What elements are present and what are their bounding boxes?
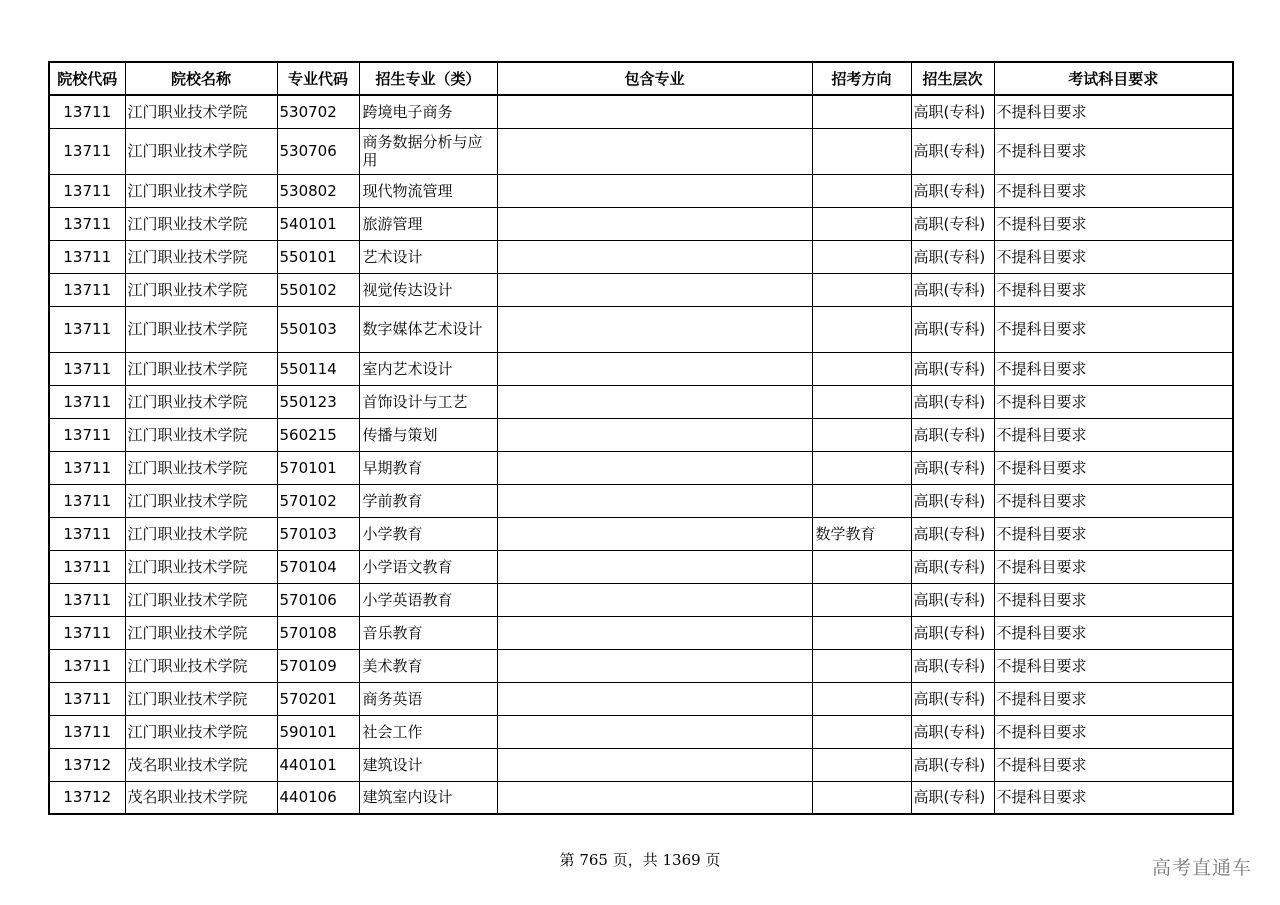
school-name-cell: 江门职业技术学院 xyxy=(125,715,277,748)
column-header: 招考方向 xyxy=(812,62,911,95)
major-code-cell: 570201 xyxy=(277,682,359,715)
major-cell: 视觉传达设计 xyxy=(359,273,497,306)
requirement-cell: 不提科目要求 xyxy=(994,95,1233,128)
included-majors-cell xyxy=(497,583,812,616)
column-header: 招生层次 xyxy=(911,62,994,95)
included-majors-cell xyxy=(497,550,812,583)
included-majors-cell xyxy=(497,240,812,273)
table-row xyxy=(49,95,1233,128)
major-code-cell: 440106 xyxy=(277,781,359,814)
column-header: 包含专业 xyxy=(497,62,812,95)
table-row xyxy=(49,451,1233,484)
included-majors-cell xyxy=(497,781,812,814)
level-cell: 高职(专科) xyxy=(911,715,994,748)
table-row xyxy=(49,207,1233,240)
level-cell: 高职(专科) xyxy=(911,484,994,517)
school-code-cell: 13711 xyxy=(49,306,125,352)
table-row xyxy=(49,616,1233,649)
major-cell: 室内艺术设计 xyxy=(359,352,497,385)
table-body xyxy=(49,95,1233,814)
column-header: 院校代码 xyxy=(49,62,125,95)
school-code-cell: 13711 xyxy=(49,715,125,748)
header-row xyxy=(49,62,1233,95)
school-code-cell: 13711 xyxy=(49,550,125,583)
requirement-cell: 不提科目要求 xyxy=(994,451,1233,484)
school-name-cell: 江门职业技术学院 xyxy=(125,174,277,207)
school-code-cell: 13711 xyxy=(49,484,125,517)
requirement-cell: 不提科目要求 xyxy=(994,273,1233,306)
included-majors-cell xyxy=(497,306,812,352)
school-name-cell: 江门职业技术学院 xyxy=(125,451,277,484)
table-header xyxy=(49,62,1233,95)
major-cell: 现代物流管理 xyxy=(359,174,497,207)
major-code-cell: 590101 xyxy=(277,715,359,748)
school-name-cell: 江门职业技术学院 xyxy=(125,240,277,273)
major-cell: 商务英语 xyxy=(359,682,497,715)
included-majors-cell xyxy=(497,352,812,385)
major-cell: 社会工作 xyxy=(359,715,497,748)
school-code-cell: 13711 xyxy=(49,352,125,385)
major-code-cell: 550114 xyxy=(277,352,359,385)
level-cell: 高职(专科) xyxy=(911,207,994,240)
major-code-cell: 540101 xyxy=(277,207,359,240)
requirement-cell: 不提科目要求 xyxy=(994,128,1233,174)
major-code-cell: 550123 xyxy=(277,385,359,418)
table-row xyxy=(49,385,1233,418)
included-majors-cell xyxy=(497,649,812,682)
level-cell: 高职(专科) xyxy=(911,306,994,352)
school-name-cell: 江门职业技术学院 xyxy=(125,385,277,418)
school-name-cell: 茂名职业技术学院 xyxy=(125,748,277,781)
major-cell: 跨境电子商务 xyxy=(359,95,497,128)
major-cell: 首饰设计与工艺 xyxy=(359,385,497,418)
direction-cell xyxy=(812,385,911,418)
school-code-cell: 13711 xyxy=(49,174,125,207)
level-cell: 高职(专科) xyxy=(911,517,994,550)
level-cell: 高职(专科) xyxy=(911,385,994,418)
requirement-cell: 不提科目要求 xyxy=(994,550,1233,583)
level-cell: 高职(专科) xyxy=(911,550,994,583)
major-cell: 小学教育 xyxy=(359,517,497,550)
table-row xyxy=(49,128,1233,174)
direction-cell xyxy=(812,273,911,306)
major-code-cell: 570109 xyxy=(277,649,359,682)
direction-cell xyxy=(812,451,911,484)
major-code-cell: 530706 xyxy=(277,128,359,174)
column-header: 考试科目要求 xyxy=(994,62,1233,95)
table-row xyxy=(49,748,1233,781)
level-cell: 高职(专科) xyxy=(911,273,994,306)
column-header: 院校名称 xyxy=(125,62,277,95)
level-cell: 高职(专科) xyxy=(911,418,994,451)
level-cell: 高职(专科) xyxy=(911,128,994,174)
included-majors-cell xyxy=(497,748,812,781)
included-majors-cell xyxy=(497,682,812,715)
table-row xyxy=(49,682,1233,715)
major-code-cell: 570106 xyxy=(277,583,359,616)
direction-cell xyxy=(812,748,911,781)
level-cell: 高职(专科) xyxy=(911,240,994,273)
direction-cell xyxy=(812,95,911,128)
school-name-cell: 江门职业技术学院 xyxy=(125,583,277,616)
included-majors-cell xyxy=(497,95,812,128)
table-row xyxy=(49,649,1233,682)
school-code-cell: 13711 xyxy=(49,649,125,682)
requirement-cell: 不提科目要求 xyxy=(994,306,1233,352)
school-code-cell: 13711 xyxy=(49,240,125,273)
included-majors-cell xyxy=(497,484,812,517)
school-code-cell: 13711 xyxy=(49,418,125,451)
major-cell: 数字媒体艺术设计 xyxy=(359,306,497,352)
school-name-cell: 江门职业技术学院 xyxy=(125,418,277,451)
major-cell: 音乐教育 xyxy=(359,616,497,649)
direction-cell xyxy=(812,616,911,649)
requirement-cell: 不提科目要求 xyxy=(994,583,1233,616)
major-cell: 商务数据分析与应用 xyxy=(359,128,497,174)
direction-cell xyxy=(812,550,911,583)
major-cell: 美术教育 xyxy=(359,649,497,682)
school-code-cell: 13712 xyxy=(49,748,125,781)
requirement-cell: 不提科目要求 xyxy=(994,385,1233,418)
school-code-cell: 13711 xyxy=(49,451,125,484)
page-number: 第 765 页，共 1369 页 xyxy=(559,851,721,869)
requirement-cell: 不提科目要求 xyxy=(994,352,1233,385)
table-row xyxy=(49,550,1233,583)
school-name-cell: 江门职业技术学院 xyxy=(125,273,277,306)
major-code-cell: 570102 xyxy=(277,484,359,517)
admissions-table xyxy=(48,61,1234,815)
included-majors-cell xyxy=(497,207,812,240)
major-code-cell: 570108 xyxy=(277,616,359,649)
school-name-cell: 江门职业技术学院 xyxy=(125,95,277,128)
major-code-cell: 550102 xyxy=(277,273,359,306)
requirement-cell: 不提科目要求 xyxy=(994,781,1233,814)
school-code-cell: 13711 xyxy=(49,385,125,418)
watermark-text: 高考直通车 xyxy=(1151,857,1252,879)
major-code-cell: 560215 xyxy=(277,418,359,451)
included-majors-cell xyxy=(497,174,812,207)
major-cell: 传播与策划 xyxy=(359,418,497,451)
school-name-cell: 江门职业技术学院 xyxy=(125,128,277,174)
requirement-cell: 不提科目要求 xyxy=(994,517,1233,550)
included-majors-cell xyxy=(497,418,812,451)
requirement-cell: 不提科目要求 xyxy=(994,207,1233,240)
table-row xyxy=(49,273,1233,306)
direction-cell xyxy=(812,306,911,352)
school-name-cell: 江门职业技术学院 xyxy=(125,306,277,352)
major-cell: 早期教育 xyxy=(359,451,497,484)
school-name-cell: 江门职业技术学院 xyxy=(125,517,277,550)
requirement-cell: 不提科目要求 xyxy=(994,484,1233,517)
major-code-cell: 570103 xyxy=(277,517,359,550)
admissions-table-container xyxy=(48,61,1232,815)
requirement-cell: 不提科目要求 xyxy=(994,748,1233,781)
level-cell: 高职(专科) xyxy=(911,352,994,385)
major-cell: 建筑设计 xyxy=(359,748,497,781)
requirement-cell: 不提科目要求 xyxy=(994,649,1233,682)
major-code-cell: 570104 xyxy=(277,550,359,583)
school-code-cell: 13711 xyxy=(49,95,125,128)
direction-cell xyxy=(812,128,911,174)
school-name-cell: 江门职业技术学院 xyxy=(125,649,277,682)
school-name-cell: 江门职业技术学院 xyxy=(125,484,277,517)
direction-cell xyxy=(812,715,911,748)
school-code-cell: 13711 xyxy=(49,517,125,550)
level-cell: 高职(专科) xyxy=(911,748,994,781)
level-cell: 高职(专科) xyxy=(911,451,994,484)
school-code-cell: 13712 xyxy=(49,781,125,814)
school-code-cell: 13711 xyxy=(49,128,125,174)
school-name-cell: 江门职业技术学院 xyxy=(125,550,277,583)
direction-cell: 数学教育 xyxy=(812,517,911,550)
school-name-cell: 江门职业技术学院 xyxy=(125,682,277,715)
level-cell: 高职(专科) xyxy=(911,649,994,682)
requirement-cell: 不提科目要求 xyxy=(994,616,1233,649)
included-majors-cell xyxy=(497,517,812,550)
table-row xyxy=(49,781,1233,814)
direction-cell xyxy=(812,583,911,616)
table-row xyxy=(49,240,1233,273)
requirement-cell: 不提科目要求 xyxy=(994,418,1233,451)
major-cell: 旅游管理 xyxy=(359,207,497,240)
column-header: 专业代码 xyxy=(277,62,359,95)
direction-cell xyxy=(812,649,911,682)
table-row xyxy=(49,517,1233,550)
school-name-cell: 江门职业技术学院 xyxy=(125,207,277,240)
school-name-cell: 茂名职业技术学院 xyxy=(125,781,277,814)
table-row xyxy=(49,484,1233,517)
major-cell: 小学英语教育 xyxy=(359,583,497,616)
direction-cell xyxy=(812,174,911,207)
level-cell: 高职(专科) xyxy=(911,682,994,715)
level-cell: 高职(专科) xyxy=(911,95,994,128)
table-row xyxy=(49,715,1233,748)
major-cell: 学前教育 xyxy=(359,484,497,517)
included-majors-cell xyxy=(497,715,812,748)
requirement-cell: 不提科目要求 xyxy=(994,715,1233,748)
major-cell: 小学语文教育 xyxy=(359,550,497,583)
included-majors-cell xyxy=(497,273,812,306)
major-code-cell: 550101 xyxy=(277,240,359,273)
table-row xyxy=(49,418,1233,451)
requirement-cell: 不提科目要求 xyxy=(994,682,1233,715)
school-name-cell: 江门职业技术学院 xyxy=(125,352,277,385)
major-code-cell: 570101 xyxy=(277,451,359,484)
school-code-cell: 13711 xyxy=(49,682,125,715)
direction-cell xyxy=(812,682,911,715)
school-name-cell: 江门职业技术学院 xyxy=(125,616,277,649)
level-cell: 高职(专科) xyxy=(911,616,994,649)
direction-cell xyxy=(812,484,911,517)
table-row xyxy=(49,174,1233,207)
table-row xyxy=(49,583,1233,616)
major-cell: 艺术设计 xyxy=(359,240,497,273)
school-code-cell: 13711 xyxy=(49,273,125,306)
level-cell: 高职(专科) xyxy=(911,583,994,616)
level-cell: 高职(专科) xyxy=(911,174,994,207)
included-majors-cell xyxy=(497,616,812,649)
requirement-cell: 不提科目要求 xyxy=(994,240,1233,273)
school-code-cell: 13711 xyxy=(49,616,125,649)
table-row xyxy=(49,352,1233,385)
direction-cell xyxy=(812,352,911,385)
requirement-cell: 不提科目要求 xyxy=(994,174,1233,207)
included-majors-cell xyxy=(497,385,812,418)
direction-cell xyxy=(812,418,911,451)
school-code-cell: 13711 xyxy=(49,583,125,616)
table-row xyxy=(49,306,1233,352)
major-code-cell: 530702 xyxy=(277,95,359,128)
major-code-cell: 440101 xyxy=(277,748,359,781)
column-header: 招生专业（类） xyxy=(359,62,497,95)
major-code-cell: 550103 xyxy=(277,306,359,352)
included-majors-cell xyxy=(497,128,812,174)
included-majors-cell xyxy=(497,451,812,484)
direction-cell xyxy=(812,240,911,273)
major-code-cell: 530802 xyxy=(277,174,359,207)
direction-cell xyxy=(812,207,911,240)
level-cell: 高职(专科) xyxy=(911,781,994,814)
school-code-cell: 13711 xyxy=(49,207,125,240)
direction-cell xyxy=(812,781,911,814)
major-cell: 建筑室内设计 xyxy=(359,781,497,814)
